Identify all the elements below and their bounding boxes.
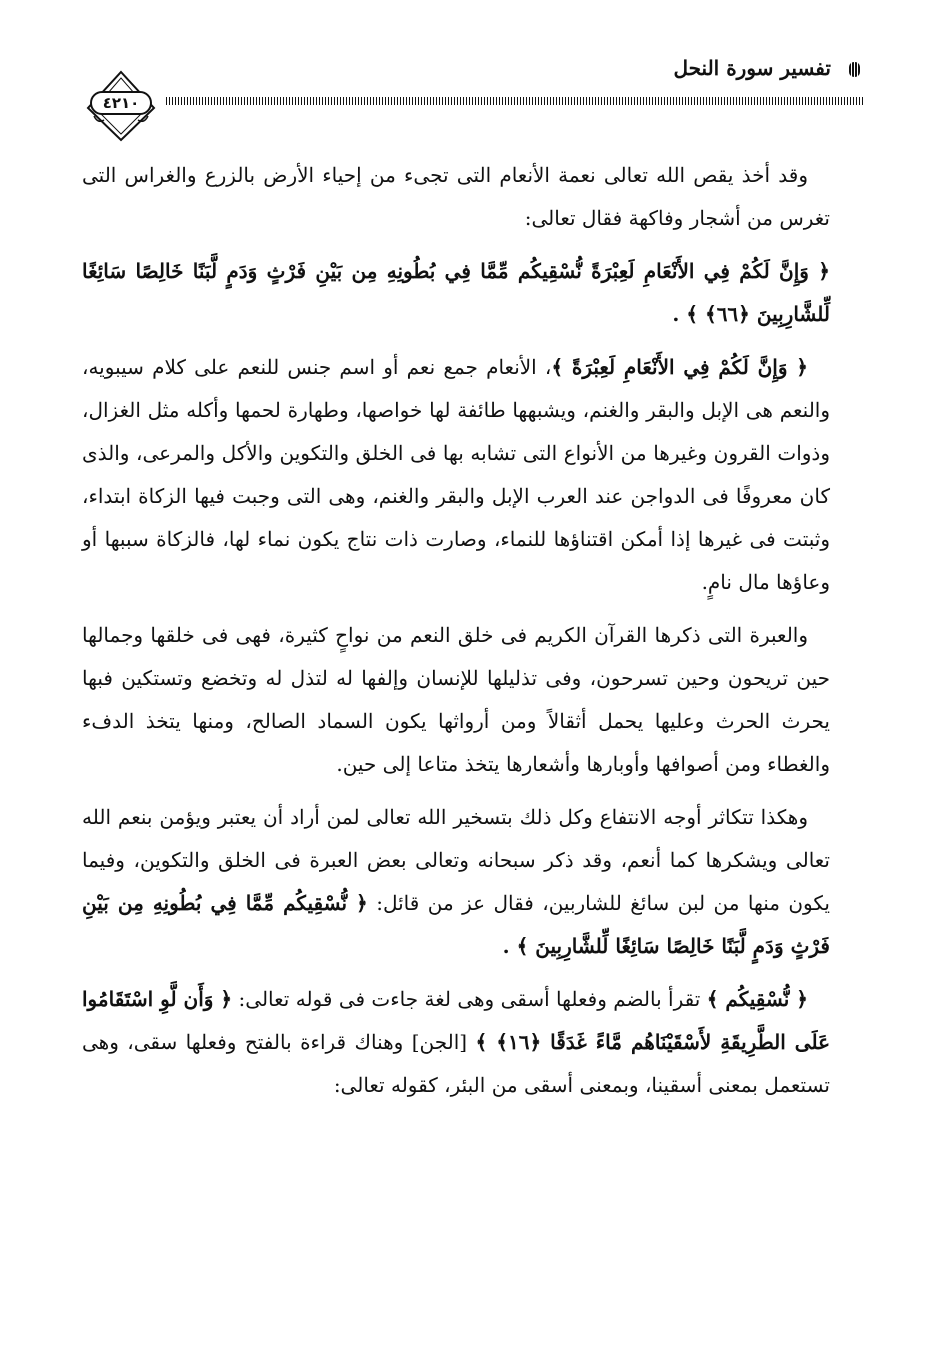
paragraph-text: [الجن] وهناك قراءة بالفتح وفعلها سقى، وهى تستعمل بمعنى أسقينا، وبمعنى أسقى من البئر، كقوله تعالى: <box>82 1030 830 1097</box>
ornament-icon <box>849 62 860 77</box>
page-number-badge <box>86 70 156 142</box>
paragraph-text: وهكذا تتكاثر أوجه الانتفاع وكل ذلك بتسخير الله تعالى لمن أراد أن يعتبر ويؤمن بنعم الله تعالى ويشكرها كما أنعم، وقد ذكر سبحانه وتعالى بعض العبرة فى الخلق والتكوين، وفيما يكون منها من لبن سائغ للشاربين، فقال عز من قائل: <box>82 805 830 915</box>
paragraph-text: تقرأ بالضم وفعلها أسقى وهى لغة جاءت فى قوله تعالى: <box>238 987 701 1011</box>
paragraph-4: والعبرة التى ذكرها القرآن الكريم فى خلق النعم من نواحٍ كثيرة، فهى فى خلقها وجمالها حين تريحون وحين تسرحون، وفى تذليلها للإنسان وإلفها له لتذل له وتخضع وتستكين فبها يحرث الحرث وعليها يحمل أثقالاً ومن أرواثها يكون السماد الصالح، ومنها يتخذ الدفء والغطاء ومن أصوافها وأوبارها وأشعارها يتخذ متاعا إلى حين. <box>82 623 830 776</box>
paragraph-6 <box>82 978 830 1107</box>
paragraph-5 <box>82 796 830 968</box>
page-header <box>70 52 870 142</box>
quran-quote: ﴿ وَأَن لَّوِ اسْتَقَامُوا عَلَى الطَّرِيقَةِ لأَسْقَيْنَاهُم مَّاءً غَدَقًا ﴿١٦﴾ ﴾ <box>82 987 830 1054</box>
paragraph-1: وقد أخذ يقص الله تعالى نعمة الأنعام التى تجىء من إحياء الأرض بالزرع والغراس التى تغرس من أشجار وفاكهة فقال تعالى: <box>82 163 830 230</box>
header-rule <box>166 97 864 105</box>
quran-quote: ﴿ نُّسْقِيكُم ﴾ <box>706 987 809 1011</box>
page-number: ٤٢١٠ <box>102 94 140 112</box>
quran-quote: ﴿ نُّسْقِيكُم مِّمَّا فِي بُطُونِهِ مِن بَيْنِ فَرْثٍ وَدَمٍ لَّبَنًا خَالِصًا سَائِغًا لِّلشَّارِبِينَ ﴾ . <box>82 891 830 958</box>
page-content <box>82 154 830 1117</box>
paragraph-text: ، الأنعام جمع نعم أو اسم جنس للنعم على كلام سيبويه، والنعم هى الإبل والبقر والغنم، ويشبهها طائفة لها خواصها، وطهارة لحمها وأكله مثل الغزال، وذوات القرون وغيرها من الأنواع التى تشابه بها فى الخلق والتكوين والأكل والمرعى، والذى كان معروفًا فى الدواجن عند العرب الإبل والبقر والغنم، وهى التى وجبت فيها الزكاة ابتداء، وثبتت فى غيرها إذا أمكن اقتناؤها للنماء، وصارت ذات نتاج يكون نماء لها، فالزكاة سببها أو وعاؤها مال نامٍ. <box>82 355 830 594</box>
surah-title-text: تفسير سورة النحل <box>673 56 831 80</box>
paragraph-3 <box>82 346 830 604</box>
quran-quote: ﴿ وَإِنَّ لَكُمْ فِي الأَنْعَامِ لَعِبْرَةً ﴾ <box>551 355 808 379</box>
quran-verse-66: ﴿ وَإِنَّ لَكُمْ فِي الأَنْعَامِ لَعِبْرَةً نُّسْقِيكُم مِّمَّا فِي بُطُونِهِ مِن بَيْنِ فَرْثٍ وَدَمٍ لَّبَنًا خَالِصًا سَائِغًا لِّلشَّارِبِينَ ﴿٦٦﴾ ﴾ . <box>82 259 830 326</box>
surah-title <box>450 56 870 80</box>
